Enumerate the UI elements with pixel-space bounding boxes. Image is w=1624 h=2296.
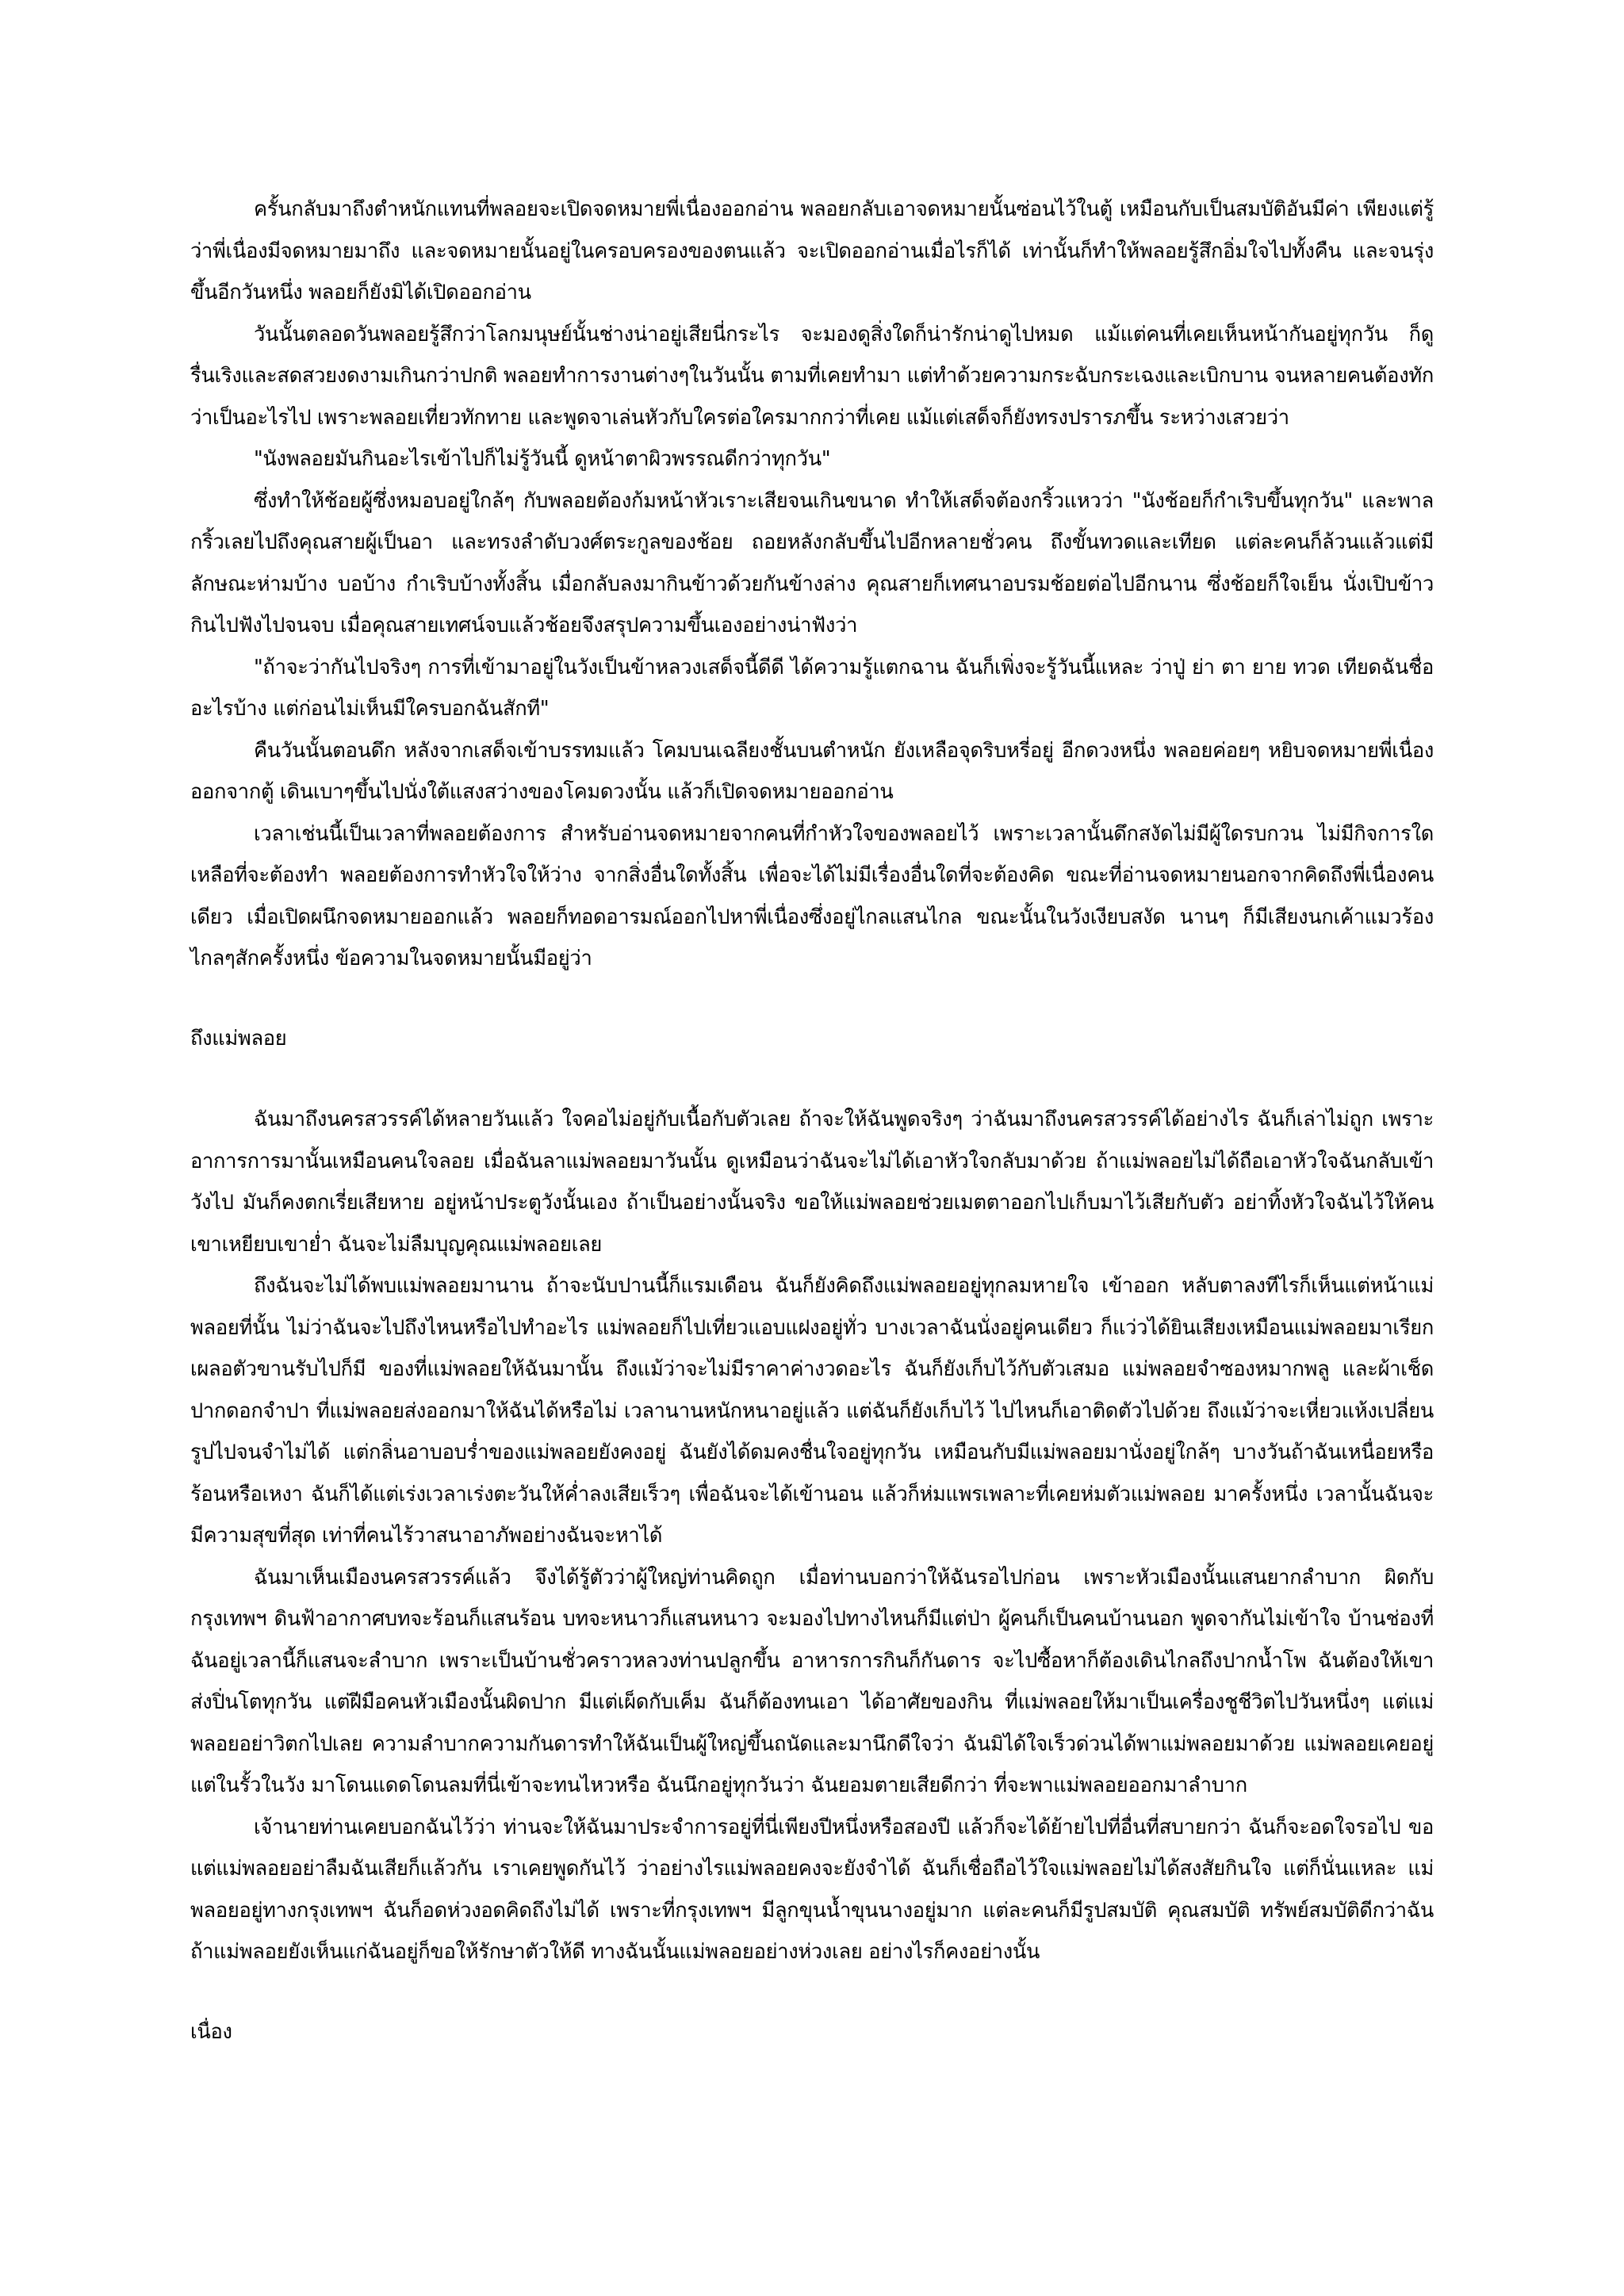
narrative-paragraph: ซึ่งทำให้ช้อยผู้ซึ่งหมอบอยู่ใกล้ๆ กับพลอยต้องก้มหน้าหัวเราะเสียจนเกินขนาด ทำให้เสด็จต้องกริ้วแหวว่า "นังช้อยก็กำเริบขึ้นทุกวัน" และพาลกริ้วเลยไปถึงคุณสายผู้เป็นอา และทรงลำดับวงศ์ตระกูลของช้อย ถอยหลังกลับขึ้นไปอีกหลายชั่วคน ถึงขั้นทวดและเทียด แต่ละคนก็ล้วนแล้วแต่มีลักษณะห่ามบ้าง บอบ้าง กำเริบบ้างทั้งสิ้น เมื่อกลับลงมากินข้าวด้วยกันข้างล่าง คุณสายก็เทศนาอบรมช้อยต่อไปอีกนาน ซึ่งช้อยก็ใจเย็น นั่งเปิบข้าวกินไปฟังไปจนจบ เมื่อคุณสายเทศน์จบแล้วช้อยจึงสรุปความขึ้นเองอย่างน่าฟังว่า [190,488,1434,637]
letter-paragraph: ฉันมาถึงนครสวรรค์ได้หลายวันแล้ว ใจคอไม่อยู่กับเนื้อกับตัวเลย ถ้าจะให้ฉันพูดจริงๆ ว่าฉันมาถึงนครสวรรค์ได้อย่างไร ฉันก็เล่าไม่ถูก เพราะอาการการมานั้นเหมือนคนใจลอย เมื่อฉันลาแม่พลอยมาวันนั้น ดูเหมือนว่าฉันจะไม่ได้เอาหัวใจกลับมาด้วย ถ้าแม่พลอยไม่ได้ถือเอาหัวใจฉันกลับเข้าวังไป มันก็คงตกเรี่ยเสียหาย อยู่หน้าประตูวังนั้นเอง ถ้าเป็นอย่างนั้นจริง ขอให้แม่พลอยช่วยเมตตาออกไปเก็บมาไว้เสียกับตัว อย่าทิ้งหัวใจฉันไว้ให้คนเขาเหยียบเขาย่ำ ฉันจะไม่ลืมบุญคุณแม่พลอยเลย [190,1108,1434,1257]
narrative-paragraph: วันนั้นตลอดวันพลอยรู้สึกว่าโลกมนุษย์นั้นช่างน่าอยู่เสียนี่กระไร จะมองดูสิ่งใดก็น่ารักน่าดูไปหมด แม้แต่คนที่เคยเห็นหน้ากันอยู่ทุกวัน ก็ดูรื่นเริงและสดสวยงดงามเกินกว่าปกติ พลอยทำการงานต่างๆในวันนั้น ตามที่เคยทำมา แต่ทำด้วยความกระฉับกระเฉงและเบิกบาน จนหลายคนต้องทักว่าเป็นอะไรไป เพราะพลอยเที่ยวทักทาย และพูดจาเล่นหัวกับใครต่อใครมากกว่าที่เคย แม้แต่เสด็จก็ยังทรงปรารภขึ้น ระหว่างเสวยว่า [190,322,1434,430]
letter-salutation: ถึงแม่พลอย [190,1026,287,1050]
letter-paragraph: เจ้านายท่านเคยบอกฉันไว้ว่า ท่านจะให้ฉันมาประจำการอยู่ที่นี่เพียงปีหนึ่งหรือสองปี แล้วก็จะได้ย้ายไปที่อื่นที่สบายกว่า ฉันก็จะอดใจรอไป ขอแต่แม่พลอยอย่าลืมฉันเสียก็แล้วกัน เราเคยพูดกันไว้ ว่าอย่างไรแม่พลอยคงจะยังจำได้ ฉันก็เชื่อถือไว้ใจแม่พลอยไม่ได้สงสัยกินใจ แต่ก็นั่นแหละ แม่พลอยอยู่ทางกรุงเทพฯ ฉันก็อดห่วงอดคิดถึงไม่ได้ เพราะที่กรุงเทพฯ มีลูกขุนน้ำขุนนางอยู่มาก แต่ละคนก็มีรูปสมบัติ คุณสมบัติ ทรัพย์สมบัติดีกว่าฉัน ถ้าแม่พลอยยังเห็นแก่ฉันอยู่ก็ขอให้รักษาตัวให้ดี ทางฉันนั้นแม่พลอยอย่างห่วงเลย อย่างไรก็คงอย่างนั้น [190,1815,1434,1964]
letter-signature: เนื่อง [190,2019,232,2044]
narrative-quote: "นังพลอยมันกินอะไรเข้าไปก็ไม่รู้วันนี้ ดูหน้าตาผิวพรรณดีกว่าทุกวัน" [254,447,831,471]
letter-paragraph: ถึงฉันจะไม่ได้พบแม่พลอยมานาน ถ้าจะนับปานนี้ก็แรมเดือน ฉันก็ยังคิดถึงแม่พลอยอยู่ทุกลมหายใจ เข้าออก หลับตาลงทีไรก็เห็นแต่หน้าแม่พลอยที่นั้น ไม่ว่าฉันจะไปถึงไหนหรือไปทำอะไร แม่พลอยก็ไปเที่ยวแอบแฝงอยู่ทั่ว บางเวลาฉันนั่งอยู่คนเดียว ก็แว่วได้ยินเสียงเหมือนแม่พลอยมาเรียก เผลอตัวขานรับไปก็มี ของที่แม่พลอยให้ฉันมานั้น ถึงแม้ว่าจะไม่มีราคาค่างวดอะไร ฉันก็ยังเก็บไว้กับตัวเสมอ แม่พลอยจำซองหมากพลู และผ้าเช็ดปากดอกจำปา ที่แม่พลอยส่งออกมาให้ฉันได้หรือไม่ เวลานานหนักหนาอยู่แล้ว แต่ฉันก็ยังเก็บไว้ ไปไหนก็เอาติดตัวไปด้วย ถึงแม้ว่าจะเหี่ยวแห้งเปลี่ยนรูปไปจนจำไม่ได้ แต่กลิ่นอาบอบร่ำของแม่พลอยยังคงอยู่ ฉันยังได้ดมคงชื่นใจอยู่ทุกวัน เหมือนกับมีแม่พลอยมานั่งอยู่ใกล้ๆ บางวันถ้าฉันเหนื่อยหรือร้อนหรือเหงา ฉันก็ได้แต่เร่งเวลาเร่งตะวันให้ค่ำลงเสียเร็วๆ เพื่อฉันจะได้เข้านอน แล้วก็ห่มแพรเพลาะที่เคยห่มตัวแม่พลอย มาครั้งหนึ่ง เวลานั้นฉันจะมีความสุขที่สุด เท่าที่คนไร้วาสนาอาภัพอย่างฉันจะหาได้ [190,1274,1434,1548]
narrative-section [190,189,1434,980]
letter-body [190,1099,1434,1973]
letter-paragraph: ฉันมาเห็นเมืองนครสวรรค์แล้ว จึงได้รู้ตัวว่าผู้ใหญ่ท่านคิดถูก เมื่อท่านบอกว่าให้ฉันรอไปก่อน เพราะหัวเมืองนั้นแสนยากลำบาก ผิดกับกรุงเทพฯ ดินฟ้าอากาศบทจะร้อนก็แสนร้อน บทจะหนาวก็แสนหนาว จะมองไปทางไหนก็มีแต่ป่า ผู้คนก็เป็นคนบ้านนอก พูดจากันไม่เข้าใจ บ้านช่องที่ฉันอยู่เวลานี้ก็แสนจะลำบาก เพราะเป็นบ้านชั่วคราวหลวงท่านปลูกขึ้น อาหารการกินก็กันดาร จะไปซื้อหาก็ต้องเดินไกลถึงปากน้ำโพ ฉันต้องให้เขาส่งปิ่นโตทุกวัน แต่ฝีมือคนหัวเมืองนั้นผิดปาก มีแต่เผ็ดกับเค็ม ฉันก็ต้องทนเอา ได้อาศัยของกิน ที่แม่พลอยให้มาเป็นเครื่องชูชีวิตไปวันหนึ่งๆ แต่แม่พลอยอย่าวิตกไปเลย ความลำบากความกันดารทำให้ฉันเป็นผู้ใหญ่ขึ้นถนัดและมานึกดีใจว่า ฉันมิได้ใจเร็วด่วนได้พาแม่พลอยมาด้วย แม่พลอยเคยอยู่แต่ในรั้วในวัง มาโดนแดดโดนลมที่นี่เข้าจะทนไหวหรือ ฉันนึกอยู่ทุกวันว่า ฉันยอมตายเสียดีกว่า ที่จะพาแม่พลอยออกมาลำบาก [190,1565,1434,1797]
narrative-paragraph: ครั้นกลับมาถึงตำหนักแทนที่พลอยจะเปิดจดหมายพี่เนื่องออกอ่าน พลอยกลับเอาจดหมายนั้นซ่อนไว้ในตู้ เหมือนกับเป็นสมบัติอันมีค่า เพียงแต่รู้ว่าพี่เนื่องมีจดหมายมาถึง และจดหมายนั้นอยู่ในครอบครองของตนแล้ว จะเปิดออกอ่านเมื่อไรก็ได้ เท่านั้นก็ทำให้พลอยรู้สึกอิ่มใจไปทั้งคืน และจนรุ่งขึ้นอีกวันหนึ่ง พลอยก็ยังมิได้เปิดออกอ่าน [190,197,1434,304]
document-page [190,189,1434,2053]
narrative-quote: "ถ้าจะว่ากันไปจริงๆ การที่เข้ามาอยู่ในวังเป็นข้าหลวงเสด็จนี้ดีดี ได้ความรู้แตกฉาน ฉันก็เพิ่งจะรู้วันนี้แหละ ว่าปู่ ย่า ตา ยาย ทวด เทียดฉันชื่ออะไรบ้าง แต่ก่อนไม่เห็นมีใครบอกฉันสักที" [190,655,1434,721]
narrative-paragraph: เวลาเช่นนี้เป็นเวลาที่พลอยต้องการ สำหรับอ่านจดหมายจากคนที่กำหัวใจของพลอยไว้ เพราะเวลานั้นดึกสงัดไม่มีผู้ใดรบกวน ไม่มีกิจการใดเหลือที่จะต้องทำ พลอยต้องการทำหัวใจให้ว่าง จากสิ่งอื่นใดทั้งสิ้น เพื่อจะได้ไม่มีเรื่องอื่นใดที่จะต้องคิด ขณะที่อ่านจดหมายนอกจากคิดถึงพี่เนื่องคนเดียว เมื่อเปิดผนึกจดหมายออกแล้ว พลอยก็ทอดอารมณ์ออกไปหาพี่เนื่องซึ่งอยู่ไกลแสนไกล ขณะนั้นในวังเงียบสงัด นานๆ ก็มีเสียงนกเค้าแมวร้องไกลๆสักครั้งหนึ่ง ข้อความในจดหมายนั้นมีอยู่ว่า [190,821,1434,970]
narrative-paragraph: คืนวันนั้นตอนดึก หลังจากเสด็จเข้าบรรทมแล้ว โคมบนเฉลียงชั้นบนตำหนัก ยังเหลือจุดริบหรี่อยู่ อีกดวงหนึ่ง พลอยค่อยๆ หยิบจดหมายพี่เนื่องออกจากตู้ เดินเบาๆขึ้นไปนั่งใต้แสงสว่างของโคมดวงนั้น แล้วก็เปิดจดหมายออกอ่าน [190,738,1434,804]
